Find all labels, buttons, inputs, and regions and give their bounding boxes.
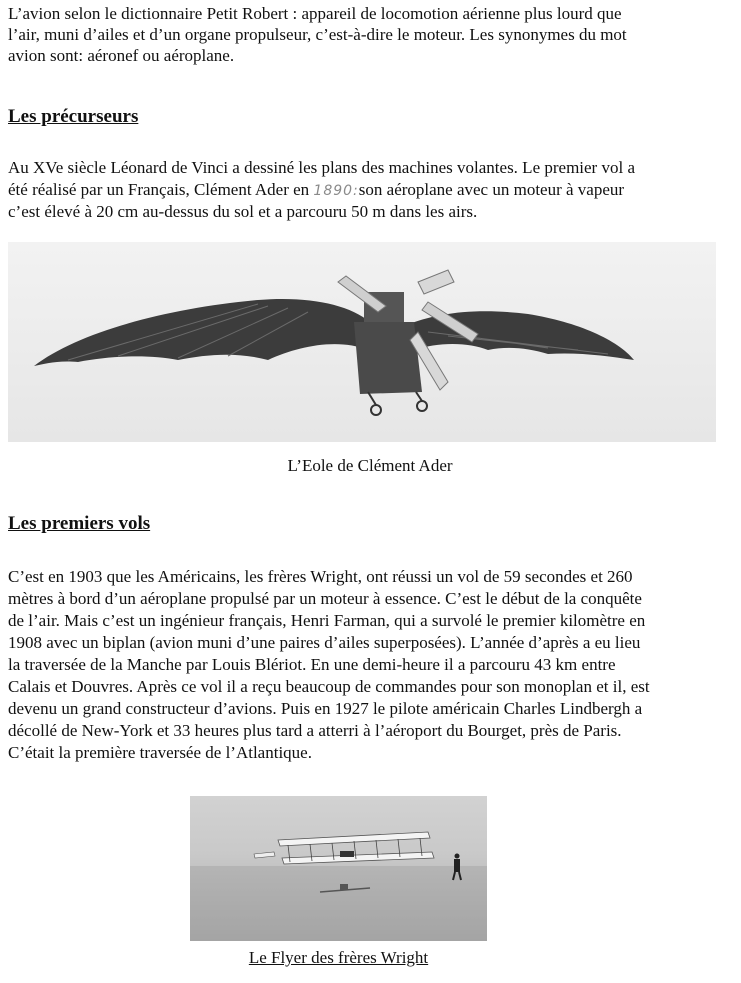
section-heading-precursors: Les précurseurs	[8, 106, 139, 127]
section2-line-8: décollé de New-York et 33 heures plus tard a atterri à l’aéroport du Bourget, près de Paris.	[8, 721, 622, 740]
section2-line-9: C’était la première traversée de l’Atlantique.	[8, 743, 312, 762]
wright-flyer-photo	[190, 796, 487, 941]
section-heading-first-flights: Les premiers vols	[8, 513, 151, 534]
section1-line-2-end: son aéroplane avec un moteur à vapeur	[358, 180, 625, 199]
section2-line-4: 1908 avec un biplan (avion muni d’une paires d’ailes superposées). L’année d’après a eu lieu	[8, 633, 641, 652]
intro-line-3: avion sont: aéronef ou aéroplane.	[8, 46, 235, 65]
section2-line-6: Calais et Douvres. Après ce vol il a reçu beaucoup de commandes pour son monoplan et il, est	[8, 677, 650, 696]
section1-line-3: c’est élevé à 20 cm au-dessus du sol et a parcouru 50 m dans les airs.	[8, 202, 478, 221]
section1-line-2-start: été réalisé par un Français, Clément Ader en	[8, 180, 314, 199]
section2-line-5: la traversée de la Manche par Louis Blériot. En une demi-heure il a parcouru 43 km entre	[8, 655, 616, 674]
eole-aircraft-illustration	[8, 242, 716, 442]
eole-caption: L’Eole de Clément Ader	[287, 456, 453, 475]
section2-line-7: devenu un grand constructeur d’avions. Puis en 1927 le pilote américain Charles Lindbergh a	[8, 699, 643, 718]
section2-line-3: de l’air. Mais c’est un ingénieur français, Henri Farman, qui a survolé le premier kilomètre en	[8, 611, 646, 630]
wright-flyer-illustration	[190, 796, 487, 941]
intro-line-2: l’air, muni d’ailes et d’un organe propulseur, c’est-à-dire le moteur. Les synonymes du mot	[8, 25, 627, 44]
section2-line-2: mètres à bord d’un aéroplane propulsé par un moteur à essence. C’est le début de la conquête	[8, 589, 642, 608]
section1-line-2	[8, 180, 733, 201]
wright-flyer-caption: Le Flyer des frères Wright	[248, 948, 429, 967]
handwritten-year: 1890:	[313, 183, 359, 199]
intro-line-1: L’avion selon le dictionnaire Petit Robert : appareil de locomotion aérienne plus lourd que	[8, 4, 622, 23]
section1-line-1: Au XVe siècle Léonard de Vinci a dessiné les plans des machines volantes. Le premier vol a	[8, 158, 635, 177]
section2-line-1: C’est en 1903 que les Américains, les frères Wright, ont réussi un vol de 59 secondes et 260	[8, 567, 633, 586]
eole-photo	[8, 242, 716, 442]
